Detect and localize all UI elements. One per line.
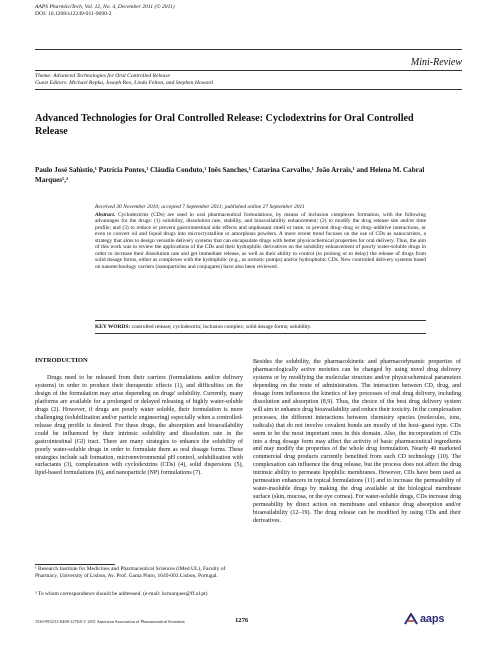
introduction-left-column: Drugs need to be released from their carriers (formulations and/or delivery systems) in order to produce their therapeutic effects (1), and difficulties on the design of the formulation may arise depending on drugs' solubility. Currently, many platforms are available for a prolonged or delayed releasing of highly water-soluble drugs (2). However, if drugs are poorly water soluble, their formulation is more challenging (solubilization and/or particle engineering) especially when a controlled-release drug profile is desired. For these drugs, the absorption and bioavailability could be influenced by their intrinsic solubility and dissolution rate in the gastrointestinal (GI) tract. There are many strategies to enhance the solubility of poorly water-soluble drugs in order to formulate them as oral dosage forms. These strategies include salt formation, microenvironmental pH control, solubilization with surfactants (3), complexation with cyclodextrins (CDs) (4), solid dispersions (5), lipid-based formulations (6), and nanoparticle (NP) formulations (7). bbox=[35, 375, 243, 477]
introduction-heading: INTRODUCTION bbox=[35, 357, 88, 364]
theme-rule bbox=[35, 89, 462, 90]
theme-line: Theme: Advanced Technologies for Oral Controlled Release bbox=[35, 73, 170, 79]
abstract-label: Abstract. bbox=[95, 212, 116, 218]
journal-citation: AAPS PharmSciTech, Vol. 12, No. 4, December 2011 (© 2011) bbox=[35, 4, 175, 10]
received-dates: Received 30 November 2010; accepted 7 September 2011; published online 27 September 2011 bbox=[95, 204, 305, 210]
aaps-logo-icon bbox=[404, 613, 418, 625]
keywords-top-rule bbox=[95, 320, 426, 321]
keywords-text: controlled release; cyclodextrin; inclusion complex; solid dosage forms; solubility. bbox=[131, 324, 312, 330]
footnote-affiliation: ¹ Research Institute for Medicines and Pharmaceutical Sciences (iMed.UL), Faculty of Pharmacy, University of Lisbon, Av. Prof. Gama Pinto, 1649-003 Lisbon, Portugal. bbox=[35, 566, 226, 579]
section-label: Mini-Review bbox=[410, 57, 462, 68]
theme-block bbox=[35, 73, 465, 87]
keywords-bottom-rule bbox=[95, 333, 426, 334]
guest-editors-line: Guest Editors: Michael Repka, Joseph Reo, Linda Felton, and Stephen Howard bbox=[35, 80, 213, 86]
doi: DOI: 10.1208/s12249-011-9690-2 bbox=[35, 11, 112, 17]
introduction-right-column: Besides the solubility, the pharmacokinetic and pharmacodynamic properties of pharmacologically active moieties can be changed by using novel drug delivery systems or by modifying the molecular structure and/or physicochemical parameters depending on the route of administration. The interaction between CD, drug, and dosage form influences the kinetics of key processes of oral drug delivery, including dissolution and absorption (8,9). Thus, the choice of the best drug delivery system will aim to enhance drug bioavailability and reduce their toxicity. In the complexation processes, the different interactions between chemistry species (molecules, ions, radicals) that do not involve covalent bonds are mostly of the host–guest type. CDs seem to be the most important ones in this domain. Also, the incorporation of CDs into a drug dosage form may affect the activity of basic pharmaceutical ingredients and may modify the properties of the whole drug formulation. Nearly 40 marketed commercial drug products currently benefited from such CD technology (10). The complexation can influence the drug release, but the process does not affect the drug intrinsic ability to permeate lipophilic membranes. However, CDs have been used as permeation enhancers in topical formulations (11) and to increase the permeability of water-insoluble drugs by making the drug available at the biological membrane surface (skin, mucosa, or the eye cornea). For water-soluble drugs, CDs increase drug permeability by direct action on membrane and enhance drug absorption and/or bioavailability (12–19). The drug release can be modified by using CDs and their derivatives. bbox=[253, 359, 461, 525]
abstract bbox=[95, 212, 426, 270]
keywords bbox=[95, 324, 426, 331]
copyright-line: 1530-9932/11/0400-1276/0 © 2011 American Association of Pharmaceutical Scientists bbox=[35, 619, 185, 624]
aaps-logo bbox=[404, 613, 444, 625]
footnote-rule bbox=[35, 564, 115, 565]
aaps-logo-text: aaps bbox=[420, 613, 445, 625]
abstract-text: Cyclodextrins (CDs) are used in oral pharmaceutical formulations, by means of inclusion complexes formation, with the following advantages for the drugs: (1) solubility, dissolution rate, stability, and bioavailability enhancement; (2) to modify the drug release site and/or time profile; and (3) to reduce or prevent gastrointestinal side effects and unpleasant smell or taste, to prevent drug–drug or drug–additive interactions, or even to convert oil and liquid drugs into microcrystalline or amorphous powders. A more recent trend focuses on the use of CDs as nanocarriers, a strategy that aims to design versatile delivery systems that can encapsulate drugs with better physicochemical properties for oral delivery. Thus, the aim of this work was to review the applications of the CDs and their hydrophilic derivatives on the solubility enhancement of poorly water-soluble drugs in order to increase their dissolution rate and get immediate release, as well as their ability to control (to prolong or to delay) the release of drugs from solid dosage forms, either as complexes with the hydrophilic (e.g., as osmotic pumps) and/or hydrophobic CDs. New controlled delivery systems based on nanotechnology carriers (nanoparticles and conjugates) have also been reviewed. bbox=[95, 212, 427, 270]
author-list: Paulo José Salústio,¹ Patrícia Pontes,¹ Cláudia Conduto,¹ Inês Sanches,¹ Catarina Carvalho,¹ João Arrais,¹ and Helena M. Cabral Marques¹,² bbox=[35, 166, 425, 184]
section-rule bbox=[35, 70, 462, 71]
article-title: Advanced Technologies for Oral Controlled Release: Cyclodextrins for Oral Controlled Release bbox=[35, 113, 414, 137]
header-rule bbox=[35, 49, 462, 50]
keywords-label: KEY WORDS: bbox=[95, 324, 131, 330]
page-number: 1276 bbox=[235, 617, 249, 624]
footnote-correspondence: ² To whom correspondence should be addressed. (e-mail: hcmarques@ff.ul.pt) bbox=[35, 591, 208, 597]
